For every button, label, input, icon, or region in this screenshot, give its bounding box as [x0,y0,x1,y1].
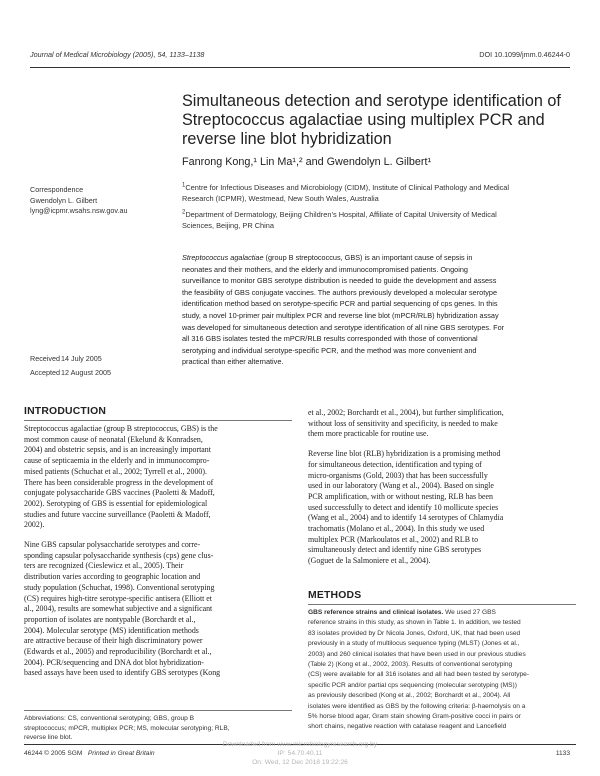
abstract-line: serotyping and individual serotype-specific PCR, and the method was more convenient and [182,345,477,355]
footer-left: 46244 © 2005 SGM Printed in Great Britain [24,750,155,757]
correspondence-name: Gwendolyn L. Gilbert [30,195,98,205]
abstract-line: neonates and their mothers, and the elderly and immunocompromised patients. Ongoing [182,264,468,274]
abstract-line: study, a novel 10-primer pair multiplex PCR and reverse line blot (mPCR/RLB) hybridization assay [182,310,499,320]
abstract-line: surveillance to monitor GBS serotype distribution is needed to guide the development and assess [182,276,497,286]
introduction-paragraph-2: Nine GBS capsular polysaccharide serotypes and corre- sponding capsular polysaccharide synthesis (cps) gene clus- ters are recognized (Cieslewicz et al., 2005). Their distribution varies according to geographic location and study population (Schuchat, 1998). Conventional serotyping (CS) requires high-titre serotype-specific antisera (Elliott et al., 2004), results are somewhat subjective and a significant proportion of isolates are nontypable (Borchardt et al., 2004). Molecular serotype (MS) identification methods are attractive because of their high discriminatory power (Edwards et al., 2005) and reproducibility (Borchardt et al., 2004). PCR/sequencing and DNA dot blot hybridization- based assays have been used to identify GBS serotypes (Kong [24,540,221,678]
correspondence-label: Correspondence [30,185,84,194]
abbreviations-footnote: Abbreviations: CS, conventional serotyping; GBS, group B streptococcus; mPCR, multiplex PCR; MS, molecular serotyping; RLB, reverse line blot. [24,715,230,741]
correspondence-email[interactable]: lyng@icpmr.wsahs.nsw.gov.au [30,206,128,215]
methods-body: GBS reference strains and clinical isolates. We used 27 GBS reference strains in this study, as shown in Table 1. In addition, we tested 83 isolates provided by Dr Nicola Jones, Oxford, UK, that had been used previously in a study of multilocus sequence typing (MLST) (Jones et al., 2003) and 260 clinical isolates that have been used in our previous studies (Table 2) (Kong et al., 2002, 2003). Results of conventional serotyping (CS) were available for all 316 isolates and all had been tested by serotype- specific PCR and/or partial cps sequencing (molecular serotyping (MS)) as previously described (Kong et al., 2002; Borchardt et al., 2004). All isolates were identified as GBS by the following criteria: β-haemolysis on a 5% horse blood agar, Gram stain showing Gram-positive cocci in pairs or short chains, negative reaction with catalase reagent and Lancefield [308,609,530,731]
doi: DOI 10.1099/jmm.0.46244-0 [479,50,570,59]
abstract-line: practical than either alternative. [182,357,284,367]
abstract-line: identification method based on serotype-specific PCR and partial sequencing of cps genes. In this [182,299,498,309]
footnote-rule [24,710,292,711]
affiliation-2: $^2$Department of Dermatology, Beijing Children’s Hospital, Affiliate of Capital University of Medical Sciences, Beijing, PR China [182,209,497,230]
affiliation-1: $^1$Centre for Infectious Diseases and Microbiology (CIDM), Institute of Clinical Pathology and Medical Research (ICPMR), Westmead, New South Wales, Australia [182,182,510,203]
abstract-line: Streptococcus agalactiae (group B streptococcus, GBS) is an important cause of sepsis in [182,253,473,262]
header-rule [30,67,570,68]
abstract-line: all 316 GBS isolates tested the mPCR/RLB results corresponded with those of conventional [182,334,478,344]
article-title: Simultaneous detection and serotype identification of Streptococcus agalactiae using multiplex PCR and reverse line blot hybridization [182,92,561,148]
abstract [182,252,572,368]
introduction-heading: INTRODUCTION [24,406,107,417]
download-watermark: Downloaded from www.microbiologyresearch.org by IP: 54.70.40.11 On: Wed, 12 Dec 2018 19:22:26 [222,741,378,766]
introduction-rule [24,420,292,421]
abstract-line: was developed for simultaneous detection and serotype identification of all nine GBS serotypes. For [182,322,505,332]
accepted-line: Accepted12 August 2005 [30,368,111,377]
received-line: Received14 July 2005 [30,354,102,363]
introduction-paragraph-1: Streptococcus agalactiae (group B streptococcus, GBS) is the most common cause of neonatal (Ekelund & Konradsen, 2004) and obstetric sepsis, and is an increasingly important cause of septicaemia in the elderly and in immunocompro- mised patients (Schuchat et al., 2002; Tyrrell et al., 2000). There has been considerable progress in the development of conjugate polysaccharide GBS vaccines (Paoletti & Madoff, 2002). Serotyping of GBS is essential for epidemiological studies and future vaccine surveillance (Paoletti & Madoff, 2002). [24,424,218,530]
right-paragraph-1: et al., 2002; Borchardt et al., 2004), but further simplification, without loss of sensitivity and specificity, is needed to make them more practicable for routine use. [308,408,504,439]
methods-rule [308,604,576,605]
author-list: Fanrong Kong,¹ Lin Ma¹,² and Gwendolyn L. Gilbert¹ [182,156,432,168]
right-paragraph-2: Reverse line blot (RLB) hybridization is a promising method for simultaneous detection, identification and typing of micro-organisms (Gold, 2003) that has been successfully used in our laboratory (Wang et al., 2004). Based on single PCR amplification, with or without nesting, RLB has been used successfully to detect and identify 10 mollicute species (Wang et al., 2004) and to identify 14 serotypes of Chlamydia trachomatis (Molano et al., 2004). In this study we used multiplex PCR (Markoulatos et al., 2002) and RLB to simultaneously detect and identify nine GBS serotypes (Goguet de la Salmoniere et al., 2004). [308,449,504,566]
page-number: 1133 [555,750,570,757]
introduction-body [24,424,292,688]
correspondence-block [30,185,127,217]
methods-subheading: GBS reference strains and clinical isolates. [308,609,444,616]
abstract-line: the feasibility of GBS conjugate vaccines. The authors previously developed a molecular serotype [182,287,498,297]
methods-heading: METHODS [308,590,362,601]
right-column-body [308,408,576,576]
journal-reference: Journal of Medical Microbiology (2005), 54, 1133–1138 [30,50,205,59]
